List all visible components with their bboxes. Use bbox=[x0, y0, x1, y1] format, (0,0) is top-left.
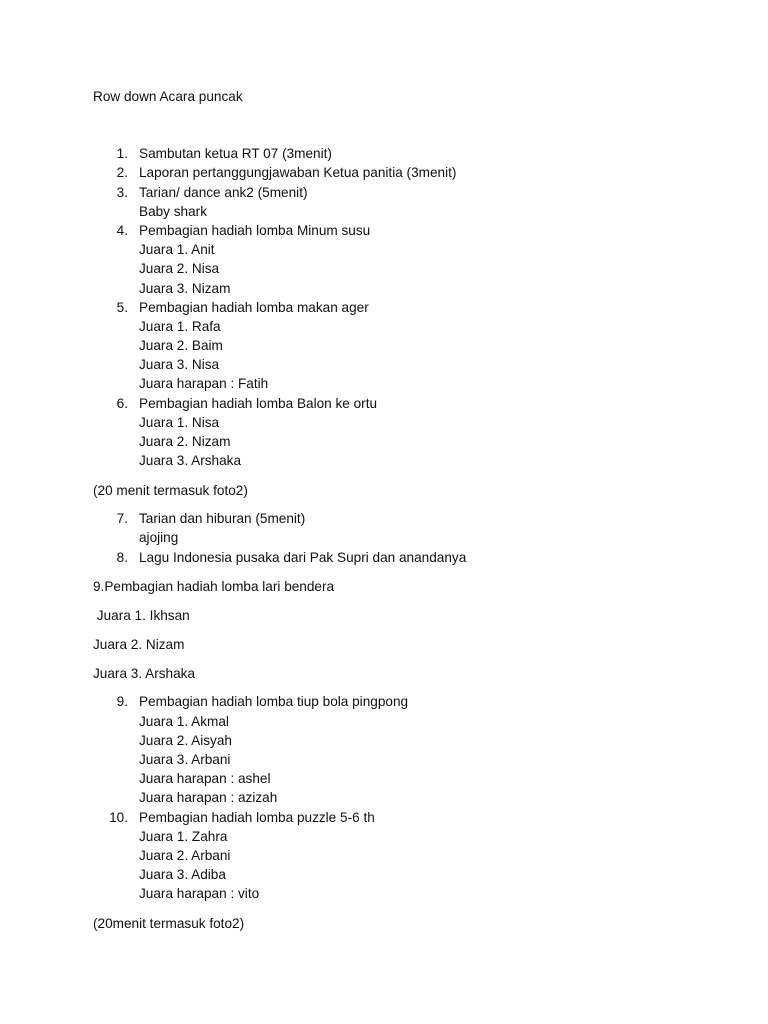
list-item-number: 4. bbox=[116, 223, 128, 238]
list-item-detail: Juara harapan : azizah bbox=[139, 790, 278, 805]
paragraph: Juara 3. Arshaka bbox=[93, 666, 196, 681]
list-item-detail: Juara 3. Nisa bbox=[139, 357, 220, 372]
list-item-detail: Juara 2. Arbani bbox=[139, 848, 231, 863]
list-item: Sambutan ketua RT 07 (3menit) bbox=[139, 146, 332, 161]
list-item-detail: Juara 3. Adiba bbox=[139, 867, 226, 882]
list-item: Pembagian hadiah lomba puzzle 5-6 th bbox=[139, 810, 375, 825]
list-item: Tarian/ dance ank2 (5menit) bbox=[139, 185, 308, 200]
list-item-detail: Juara 2. Aisyah bbox=[139, 733, 232, 748]
list-item-number: 10. bbox=[109, 810, 128, 825]
list-item-detail: Juara 2. Nizam bbox=[139, 434, 231, 449]
list-item-number: 2. bbox=[116, 165, 128, 180]
list-item-detail: Juara 2. Baim bbox=[139, 338, 223, 353]
list-item: Laporan pertanggungjawaban Ketua panitia (3menit) bbox=[139, 165, 457, 180]
list-item-number: 8. bbox=[116, 550, 128, 565]
list-item-detail: Juara 3. Nizam bbox=[139, 281, 231, 296]
list-item-detail: Juara 1. Anit bbox=[139, 242, 215, 257]
list-item-detail: ajojing bbox=[139, 530, 179, 545]
list-item-number: 1. bbox=[116, 146, 128, 161]
list-item: Pembagian hadiah lomba Minum susu bbox=[139, 223, 371, 238]
paragraph: (20menit termasuk foto2) bbox=[93, 916, 245, 931]
paragraph: (20 menit termasuk foto2) bbox=[93, 483, 248, 498]
list-item-number: 7. bbox=[116, 511, 128, 526]
list-item: Lagu Indonesia pusaka dari Pak Supri dan anandanya bbox=[139, 550, 467, 565]
list-item-detail: Baby shark bbox=[139, 204, 208, 219]
list-item: Tarian dan hiburan (5menit) bbox=[139, 511, 306, 526]
list-item-detail: Juara 3. Arshaka bbox=[139, 453, 242, 468]
paragraph: 9.Pembagian hadiah lomba lari bendera bbox=[93, 579, 335, 594]
paragraph: Juara 1. Ikhsan bbox=[93, 608, 190, 623]
paragraph: Juara 2. Nizam bbox=[93, 637, 185, 652]
list-item-detail: Juara 1. Rafa bbox=[139, 319, 221, 334]
list-item-detail: Juara harapan : Fatih bbox=[139, 376, 269, 391]
list-item-detail: Juara 1. Nisa bbox=[139, 415, 220, 430]
list-item-detail: Juara 1. Akmal bbox=[139, 714, 229, 729]
list-item-detail: Juara 1. Zahra bbox=[139, 829, 228, 844]
document-title: Row down Acara puncak bbox=[93, 89, 243, 104]
list-item-detail: Juara harapan : vito bbox=[139, 886, 260, 901]
list-item-detail: Juara 2. Nisa bbox=[139, 261, 220, 276]
list-item: Pembagian hadiah lomba Balon ke ortu bbox=[139, 396, 378, 411]
list-item-number: 9. bbox=[116, 694, 128, 709]
list-item-number: 6. bbox=[116, 396, 128, 411]
list-item-number: 5. bbox=[116, 300, 128, 315]
list-item-detail: Juara 3. Arbani bbox=[139, 752, 231, 767]
list-item-number: 3. bbox=[116, 185, 128, 200]
list-item: Pembagian hadiah lomba makan ager bbox=[139, 300, 369, 315]
list-item-detail: Juara harapan : ashel bbox=[139, 771, 271, 786]
list-item: Pembagian hadiah lomba tiup bola pingpong bbox=[139, 694, 409, 709]
